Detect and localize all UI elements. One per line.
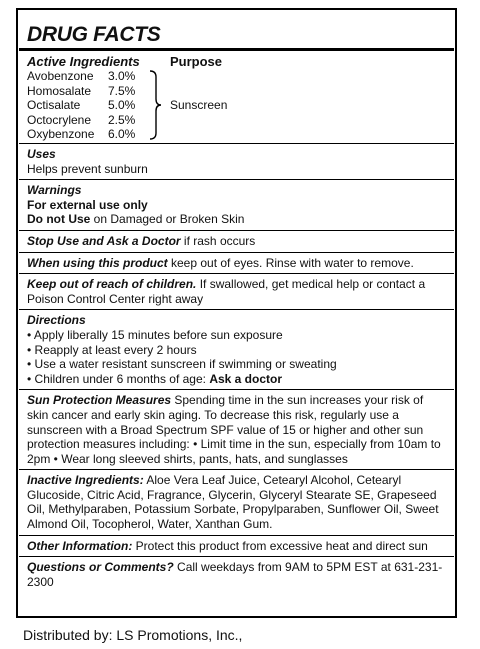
- purpose-value: Sunscreen: [170, 98, 228, 112]
- when-using-text: keep out of eyes. Rinse with water to remove.: [167, 255, 414, 270]
- ask-doctor-text: Ask a doctor: [209, 371, 283, 386]
- purpose-heading: Purpose: [170, 54, 223, 69]
- ingredient-name: Oxybenzone: [27, 127, 95, 142]
- sun-protection-section: [27, 390, 446, 469]
- ingredient-row: [27, 113, 446, 128]
- direction-item: • Reapply at least every 2 hours: [27, 343, 446, 358]
- ingredient-percent: 6.0%: [108, 127, 136, 142]
- stop-use-section: [27, 231, 446, 252]
- uses-section: [27, 144, 446, 179]
- direction-item: • Apply liberally 15 minutes before sun exposure: [27, 328, 446, 343]
- questions-section: [27, 557, 446, 592]
- other-information-text: Protect this product from excessive heat and direct sun: [132, 538, 428, 553]
- ingredient-percent: 5.0%: [108, 98, 136, 113]
- ingredient-percent: 7.5%: [108, 83, 136, 98]
- warnings-heading: Warnings: [27, 183, 82, 198]
- ingredient-percent: 2.5%: [108, 112, 136, 127]
- inactive-ingredients-text: Aloe Vera Leaf Juice, Cetearyl Alcohol, Cetearyl Glucoside, Citric Acid, Fragrance, Glycerin, Glyceryl Stearate SE, Grapeseed Oil, Methylparaben, Potassium Sorbate, Propylparaben, Sunflower Oil, Sweet Almond Oil, Tocopherol, Water, Xanthan Gum.: [27, 473, 439, 532]
- curly-brace-icon: [148, 69, 162, 141]
- drug-facts-panel: [16, 8, 457, 618]
- ingredient-name: Homosalate: [27, 83, 92, 98]
- stop-use-heading: Stop Use and Ask a Doctor: [27, 233, 181, 248]
- direction-children-text: Children under 6 months of age:: [34, 371, 210, 386]
- keep-out-heading: Keep out of reach of children.: [27, 277, 197, 292]
- keep-out-section: [27, 274, 446, 309]
- keep-out-text: If swallowed, get medical help or contact a Poison Control Center right away: [27, 277, 426, 306]
- ingredient-name: Octisalate: [27, 98, 81, 113]
- do-not-use-text: on Damaged or Broken Skin: [90, 212, 245, 227]
- do-not-use-label: Do not Use: [27, 212, 91, 227]
- panel-title: DRUG FACTS: [27, 23, 161, 46]
- questions-heading: Questions or Comments?: [27, 560, 174, 575]
- when-using-heading: When using this product: [27, 255, 168, 270]
- other-information-heading: Other Information:: [27, 538, 133, 553]
- questions-text: Call weekdays from 9AM to 5PM EST at 631-231-2300: [27, 560, 443, 589]
- ingredient-percent: 3.0%: [108, 69, 136, 83]
- warnings-section: [27, 180, 446, 230]
- distributor-text: Distributed by: LS Promotions, Inc.,: [23, 627, 243, 643]
- active-ingredients-heading: Active Ingredients: [27, 54, 140, 69]
- directions-heading: Directions: [27, 313, 86, 328]
- ingredient-name: Octocrylene: [27, 112, 92, 127]
- ingredient-name: Avobenzone: [27, 69, 94, 83]
- ingredient-row: [27, 127, 446, 142]
- external-use-text: For external use only: [27, 197, 148, 212]
- uses-heading: Uses: [27, 147, 56, 161]
- direction-item: • Use a water resistant sunscreen if swimming or sweating: [27, 357, 446, 372]
- inactive-ingredients-heading: Inactive Ingredients:: [27, 473, 144, 488]
- direction-item: [27, 372, 446, 387]
- stop-use-text: if rash occurs: [180, 233, 256, 248]
- directions-section: [27, 310, 446, 389]
- sun-protection-heading: Sun Protection Measures: [27, 393, 172, 408]
- sun-protection-text: Spending time in the sun increases your risk of skin cancer and early skin aging. To decrease this risk, regularly use a sunscreen with a Broad Spectrum SPF value of 15 or higher and other sun protection measures including: • Limit time in the sun, especially from 10am to 2pm • Wear long sleeved shirts, pants, hats, and sunglasses: [27, 393, 441, 466]
- ingredient-row: [27, 84, 446, 99]
- active-ingredients-section: [27, 54, 446, 143]
- ingredient-row: [27, 69, 446, 84]
- ingredient-row: [27, 98, 446, 113]
- other-information-section: [27, 536, 446, 557]
- divider: [19, 48, 454, 51]
- inactive-ingredients-section: [27, 470, 446, 534]
- when-using-section: [27, 253, 446, 274]
- uses-text: Helps prevent sunburn: [27, 161, 148, 176]
